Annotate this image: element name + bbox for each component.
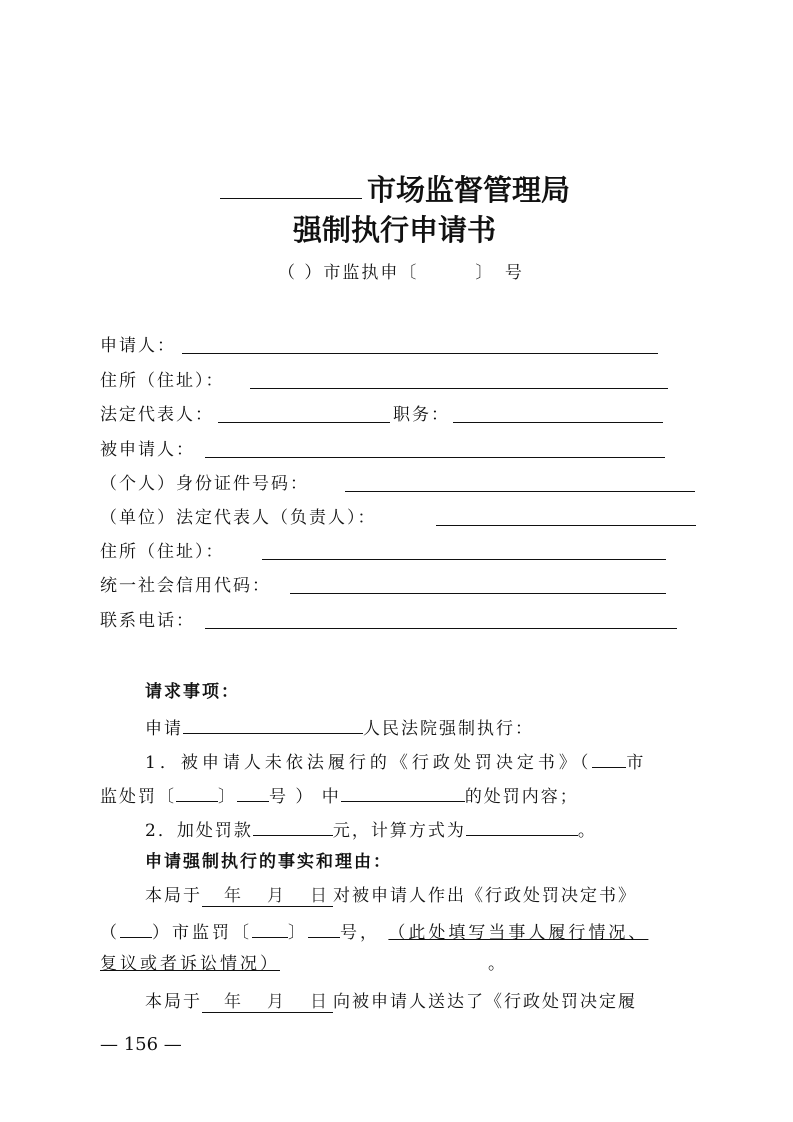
field-phone[interactable] <box>205 628 677 629</box>
text: 本局于 <box>145 992 202 1012</box>
text: 。 <box>488 954 508 974</box>
label-id-number: （个人）身份证件号码： <box>100 474 309 494</box>
year: 年 <box>224 992 243 1012</box>
label-credit-code: 统一社会信用代码： <box>100 576 271 596</box>
instruction-text: （此处填写当事人履行情况、 <box>388 923 649 943</box>
facts-line-4 <box>145 991 637 1013</box>
label-position: 职务： <box>393 405 450 425</box>
month: 月 <box>267 886 286 906</box>
month: 月 <box>267 992 286 1012</box>
text: 对被申请人作出《行政处罚决定书》 <box>333 886 637 906</box>
blank[interactable] <box>592 749 626 768</box>
text: 人民法院强制执行： <box>363 719 534 739</box>
label-legal-rep: 法定代表人： <box>100 405 214 425</box>
blank[interactable] <box>252 919 288 938</box>
field-unit-rep[interactable] <box>436 525 696 526</box>
text: 号， <box>340 923 380 943</box>
field-position[interactable] <box>453 422 663 423</box>
day: 日 <box>310 992 329 1012</box>
blank[interactable] <box>308 919 340 938</box>
blank[interactable] <box>237 783 269 802</box>
method-blank[interactable] <box>466 817 578 836</box>
instruction-text: 复议或者诉讼情况） <box>100 954 280 974</box>
label-address: 住所（住址）： <box>100 371 225 391</box>
facts-line-3 <box>100 953 508 975</box>
blank[interactable] <box>341 783 465 802</box>
title-doc: 强制执行申请书 <box>293 213 497 247</box>
text: ）市监罚〔 <box>152 923 252 943</box>
label-phone: 联系电话： <box>100 611 195 631</box>
text: 向被申请人送达了《行政处罚决定履 <box>333 992 637 1012</box>
heading-requests: 请求事项： <box>145 682 240 702</box>
label-respondent: 被申请人： <box>100 440 195 460</box>
text: 〕 <box>218 787 237 807</box>
text: 1．被申请人未依法履行的《行政处罚决定书》（ <box>145 753 593 773</box>
field-respondent[interactable] <box>205 457 665 458</box>
text: 号 ） 中 <box>269 787 341 807</box>
field-legal-rep[interactable] <box>218 422 390 423</box>
field-address[interactable] <box>250 388 668 389</box>
text: 。 <box>577 821 597 841</box>
text: 的处罚内容； <box>464 787 579 807</box>
request-line-1 <box>145 715 534 740</box>
text: 2．加处罚款 <box>145 821 253 841</box>
date-blank[interactable] <box>202 886 333 907</box>
agency-blank <box>220 198 362 199</box>
text: 市 <box>626 753 648 773</box>
text: 元，计算方式为 <box>332 821 466 841</box>
text: 监处罚〔 <box>100 787 176 807</box>
blank[interactable] <box>176 783 218 802</box>
facts-line-1 <box>145 885 637 907</box>
page-number: — 156 — <box>100 1034 182 1055</box>
field-credit-code[interactable] <box>290 593 666 594</box>
field-applicant[interactable] <box>182 353 658 354</box>
date-blank[interactable] <box>202 992 333 1013</box>
heading-facts: 申请强制执行的事实和理由： <box>145 852 392 872</box>
text: 申请 <box>145 719 183 739</box>
request-line-2 <box>145 749 647 774</box>
title-agency: 市场监督管理局 <box>367 173 571 207</box>
blank[interactable] <box>120 919 152 938</box>
text: 〕 <box>288 923 308 943</box>
fine-blank[interactable] <box>253 817 333 836</box>
text: （ <box>100 923 120 943</box>
label-applicant: 申请人： <box>100 336 176 356</box>
label-address-2: 住所（住址）： <box>100 542 225 562</box>
doc-number: （ ）市监执申〔 〕 号 <box>278 263 524 283</box>
label-unit-rep: （单位）法定代表人（负责人）： <box>100 508 377 528</box>
request-line-4 <box>145 817 597 842</box>
facts-line-2 <box>100 919 648 944</box>
text: 本局于 <box>145 886 202 906</box>
year: 年 <box>224 886 243 906</box>
day: 日 <box>310 886 329 906</box>
field-id-number[interactable] <box>345 491 695 492</box>
request-line-3 <box>100 783 579 808</box>
court-blank[interactable] <box>183 715 363 734</box>
field-address-2[interactable] <box>262 559 666 560</box>
